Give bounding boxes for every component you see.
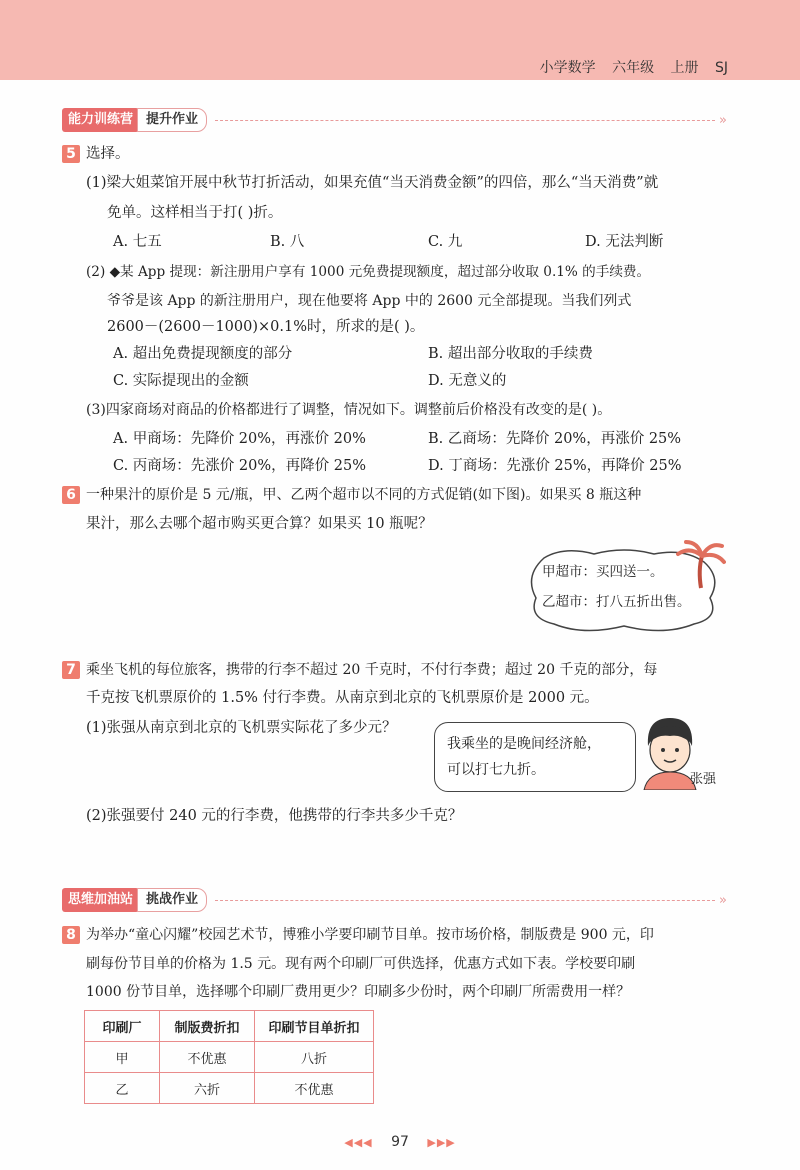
chevrons-icon: » [719, 892, 727, 908]
grade: 六年级 [612, 60, 655, 76]
question-number: 7 [62, 661, 80, 679]
section-tag: 能力训练营 [62, 108, 139, 132]
book-info [528, 57, 728, 77]
edition: SJ [714, 60, 728, 76]
q5-1-line1: (1)梁大姐菜馆开展中秋节打折活动，如果充值“当天消费金额”的四倍，那么“当天消费”就 [86, 175, 659, 191]
volume: 上册 [670, 60, 699, 76]
question-number: 8 [62, 926, 80, 944]
q5-2-line3: 2600－(2600－1000)×0.1%时，所求的是( )。 [107, 319, 425, 335]
q7-sub2: (2)张强要付 240 元的行李费，他携带的行李共多少千克？ [86, 808, 463, 824]
page-footer [0, 1134, 800, 1150]
q6-line1: 一种果汁的原价是 5 元/瓶，甲、乙两个超市以不同的方式促销(如下图)。如果买 8 瓶这种 [86, 487, 642, 503]
question-title: 选择。 [86, 146, 130, 162]
table-header-row [85, 1011, 374, 1042]
option: A. 七五 [113, 234, 162, 250]
question-number: 5 [62, 145, 80, 163]
table-cell: 六折 [160, 1073, 255, 1104]
q7-line2: 千克按飞机票原价的 1.5% 付行李费。从南京到北京的飞机票原价是 2000 元。 [86, 690, 599, 706]
palm-tree-icon [676, 540, 726, 590]
q7-line1: 乘坐飞机的每位旅客，携带的行李不超过 20 千克时，不付行李费；超过 20 千克的部分，每 [86, 662, 658, 678]
q8-line1: 为举办“童心闪耀”校园艺术节，博雅小学要印刷节目单。按市场价格，制版费是 900 元，印 [86, 927, 654, 943]
q8-line3: 1000 份节目单，选择哪个印刷厂费用更少？印刷多少份时，两个印刷厂所需费用一样？ [86, 984, 631, 1000]
dashed-divider [215, 900, 715, 901]
option: D. 无意义的 [428, 373, 507, 389]
bubble-line: 乙超市：打八五折出售。 [542, 594, 691, 610]
bubble-line: 甲超市：买四送一。 [542, 564, 664, 580]
table-cell: 八折 [255, 1042, 374, 1073]
section-banner-2 [62, 888, 727, 912]
dashed-divider [215, 120, 715, 121]
q7-sub1: (1)张强从南京到北京的飞机票实际花了多少元？ [86, 720, 397, 736]
bubble-line: 我乘坐的是晚间经济舱， [447, 736, 601, 752]
prev-arrows-icon: ◀◀◀ [344, 1136, 373, 1149]
table-cell: 不优惠 [255, 1073, 374, 1104]
table-header: 印刷厂 [85, 1011, 160, 1042]
discount-table [84, 1010, 374, 1104]
bubble-line: 可以打七九折。 [447, 762, 545, 778]
table-cell: 乙 [85, 1073, 160, 1104]
question-number: 6 [62, 486, 80, 504]
next-arrows-icon: ▶▶▶ [427, 1136, 456, 1149]
section-subtitle: 挑战作业 [137, 888, 207, 912]
option: D. 无法判断 [585, 234, 664, 250]
table-header: 印刷节目单折扣 [255, 1011, 374, 1042]
table-row [85, 1042, 374, 1073]
option: C. 九 [428, 234, 463, 250]
table-header: 制版费折扣 [160, 1011, 255, 1042]
q5-1-line2: 免单。这样相当于打( )折。 [107, 205, 283, 221]
option: B. 超出部分收取的手续费 [428, 346, 593, 362]
section-subtitle: 提升作业 [137, 108, 207, 132]
person-name: 张强 [690, 772, 717, 787]
page-number: 97 [391, 1134, 409, 1150]
section-tag: 思维加油站 [62, 888, 139, 912]
option: C. 实际提现出的金额 [113, 373, 249, 389]
q5-3-line1: (3)四家商场对商品的价格都进行了调整，情况如下。调整前后价格没有改变的是( )。 [86, 402, 612, 418]
option: A. 超出免费提现额度的部分 [113, 346, 293, 362]
q6-line2: 果汁，那么去哪个超市购买更合算？如果买 10 瓶呢？ [86, 516, 433, 532]
table-cell: 不优惠 [160, 1042, 255, 1073]
table-cell: 甲 [85, 1042, 160, 1073]
option: B. 乙商场：先降价 20%，再涨价 25% [428, 431, 682, 447]
option: A. 甲商场：先降价 20%，再涨价 20% [113, 431, 366, 447]
speech-bubble [434, 722, 636, 792]
q5-2-line1: (2) ◆某 App 提现：新注册用户享有 1000 元免费提现额度，超过部分收取 0.1% 的手续费。 [86, 264, 651, 280]
q5-2-line2: 爷爷是该 App 的新注册用户，现在他要将 App 中的 2600 元全部提现。当我们列式 [107, 293, 632, 309]
chevrons-icon: » [719, 112, 727, 128]
option: D. 丁商场：先涨价 25%，再降价 25% [428, 458, 682, 474]
q8-line2: 刷每份节目单的价格为 1.5 元。现有两个印刷厂可供选择，优惠方式如下表。学校要印刷 [86, 956, 636, 972]
option: B. 八 [270, 234, 305, 250]
option: C. 丙商场：先涨价 20%，再降价 25% [113, 458, 366, 474]
section-banner-1 [62, 108, 727, 132]
table-row [85, 1073, 374, 1104]
subject: 小学数学 [539, 60, 596, 76]
